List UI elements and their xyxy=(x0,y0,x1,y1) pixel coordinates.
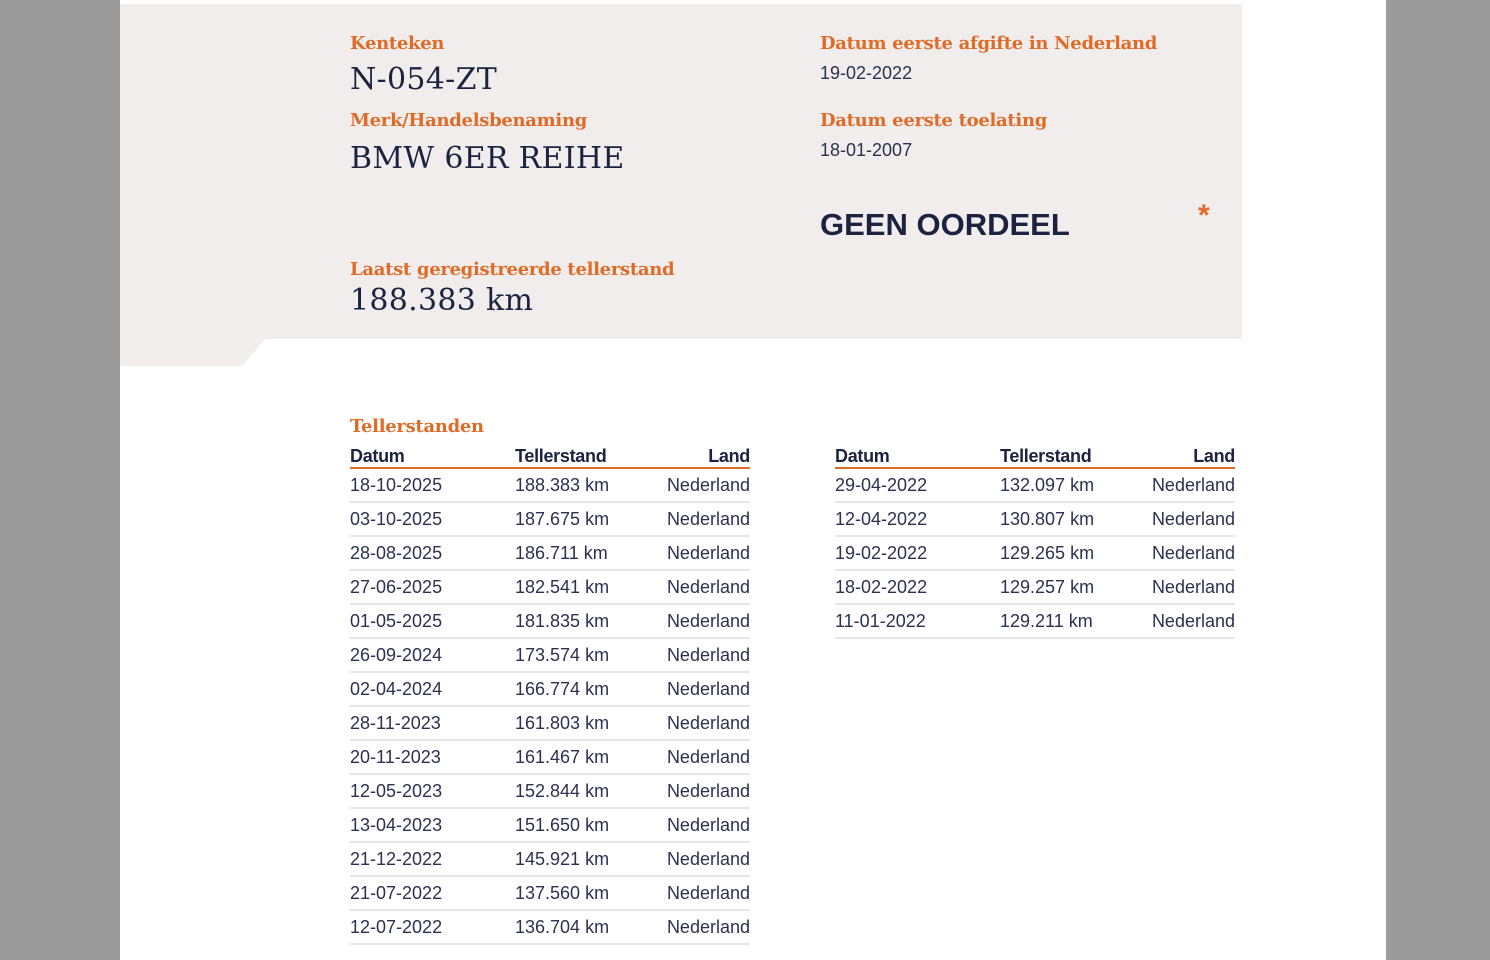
cell-tellerstand: 152.844 km xyxy=(515,774,665,808)
cell-tellerstand: 129.265 km xyxy=(1000,536,1150,570)
kenteken-label: Kenteken xyxy=(350,33,445,54)
cell-tellerstand: 161.803 km xyxy=(515,706,665,740)
column-header-tellerstand: Tellerstand xyxy=(1000,442,1150,468)
cell-tellerstand: 173.574 km xyxy=(515,638,665,672)
tellerstanden-title: Tellerstanden xyxy=(350,416,484,437)
column-header-land: Land xyxy=(1150,442,1235,468)
cell-land: Nederland xyxy=(1150,604,1235,638)
cell-tellerstand: 145.921 km xyxy=(515,842,665,876)
cell-datum: 19-02-2022 xyxy=(835,536,1000,570)
table-row xyxy=(835,502,1235,536)
cell-land: Nederland xyxy=(1150,468,1235,502)
merk-value: BMW 6ER REIHE xyxy=(350,141,625,176)
afgifte-value: 19-02-2022 xyxy=(820,63,913,83)
table-row xyxy=(350,774,750,808)
cell-tellerstand: 130.807 km xyxy=(1000,502,1150,536)
cell-land: Nederland xyxy=(665,502,750,536)
column-header-land: Land xyxy=(665,442,750,468)
table-row xyxy=(835,536,1235,570)
cell-land: Nederland xyxy=(665,638,750,672)
cell-datum: 28-11-2023 xyxy=(350,706,515,740)
report-page xyxy=(120,0,1386,960)
cell-land: Nederland xyxy=(665,876,750,910)
tellerstanden-table-left xyxy=(350,442,750,945)
column-header-datum: Datum xyxy=(835,442,1000,468)
footnote-asterisk: * xyxy=(1198,199,1210,232)
cell-tellerstand: 129.257 km xyxy=(1000,570,1150,604)
cell-datum: 01-05-2025 xyxy=(350,604,515,638)
cell-tellerstand: 186.711 km xyxy=(515,536,665,570)
cell-land: Nederland xyxy=(665,774,750,808)
table-row xyxy=(350,672,750,706)
column-header-datum: Datum xyxy=(350,442,515,468)
cell-land: Nederland xyxy=(1150,536,1235,570)
cell-land: Nederland xyxy=(665,672,750,706)
cell-land: Nederland xyxy=(665,842,750,876)
cell-datum: 12-05-2023 xyxy=(350,774,515,808)
cell-tellerstand: 151.650 km xyxy=(515,808,665,842)
cell-datum: 02-04-2024 xyxy=(350,672,515,706)
cell-land: Nederland xyxy=(1150,570,1235,604)
table-row xyxy=(350,740,750,774)
cell-datum: 27-06-2025 xyxy=(350,570,515,604)
kenteken-value: N-054-ZT xyxy=(350,62,498,97)
table-row xyxy=(350,638,750,672)
table-header-row xyxy=(350,442,750,468)
cell-tellerstand: 166.774 km xyxy=(515,672,665,706)
table-row xyxy=(350,876,750,910)
table-row xyxy=(350,468,750,502)
table-row xyxy=(350,536,750,570)
cell-tellerstand: 181.835 km xyxy=(515,604,665,638)
cell-datum: 26-09-2024 xyxy=(350,638,515,672)
cell-datum: 18-02-2022 xyxy=(835,570,1000,604)
table-header-row xyxy=(835,442,1235,468)
cell-datum: 18-10-2025 xyxy=(350,468,515,502)
vehicle-summary-panel xyxy=(120,4,1242,366)
cell-tellerstand: 182.541 km xyxy=(515,570,665,604)
cell-land: Nederland xyxy=(665,740,750,774)
toelating-value: 18-01-2007 xyxy=(820,140,913,160)
cell-land: Nederland xyxy=(665,706,750,740)
cell-datum: 11-01-2022 xyxy=(835,604,1000,638)
table-row xyxy=(350,502,750,536)
cell-datum: 12-04-2022 xyxy=(835,502,1000,536)
laatst-tellerstand-label: Laatst geregistreerde tellerstand xyxy=(350,259,675,280)
cell-land: Nederland xyxy=(665,910,750,944)
cell-land: Nederland xyxy=(665,604,750,638)
cell-tellerstand: 136.704 km xyxy=(515,910,665,944)
cell-datum: 21-12-2022 xyxy=(350,842,515,876)
cell-tellerstand: 161.467 km xyxy=(515,740,665,774)
cell-tellerstand: 188.383 km xyxy=(515,468,665,502)
afgifte-label: Datum eerste afgifte in Nederland xyxy=(820,33,1158,54)
cell-land: Nederland xyxy=(665,468,750,502)
table-row xyxy=(350,604,750,638)
cell-tellerstand: 129.211 km xyxy=(1000,604,1150,638)
table-row xyxy=(350,910,750,944)
cell-datum: 29-04-2022 xyxy=(835,468,1000,502)
cell-tellerstand: 132.097 km xyxy=(1000,468,1150,502)
laatst-tellerstand-value: 188.383 km xyxy=(350,283,534,318)
cell-datum: 21-07-2022 xyxy=(350,876,515,910)
table-row xyxy=(835,604,1235,638)
toelating-label: Datum eerste toelating xyxy=(820,110,1048,131)
cell-land: Nederland xyxy=(665,808,750,842)
table-row xyxy=(835,468,1235,502)
cell-datum: 03-10-2025 xyxy=(350,502,515,536)
table-row xyxy=(350,706,750,740)
table-row xyxy=(835,570,1235,604)
cell-datum: 28-08-2025 xyxy=(350,536,515,570)
cell-land: Nederland xyxy=(665,570,750,604)
cell-tellerstand: 187.675 km xyxy=(515,502,665,536)
table-row xyxy=(350,808,750,842)
merk-label: Merk/Handelsbenaming xyxy=(350,110,588,131)
column-header-tellerstand: Tellerstand xyxy=(515,442,665,468)
oordeel-verdict: GEEN OORDEEL xyxy=(820,207,1070,242)
cell-datum: 12-07-2022 xyxy=(350,910,515,944)
table-row xyxy=(350,842,750,876)
cell-datum: 13-04-2023 xyxy=(350,808,515,842)
cell-tellerstand: 137.560 km xyxy=(515,876,665,910)
cell-land: Nederland xyxy=(665,536,750,570)
cell-datum: 20-11-2023 xyxy=(350,740,515,774)
tellerstanden-table-right xyxy=(835,442,1235,639)
table-row xyxy=(350,570,750,604)
cell-land: Nederland xyxy=(1150,502,1235,536)
